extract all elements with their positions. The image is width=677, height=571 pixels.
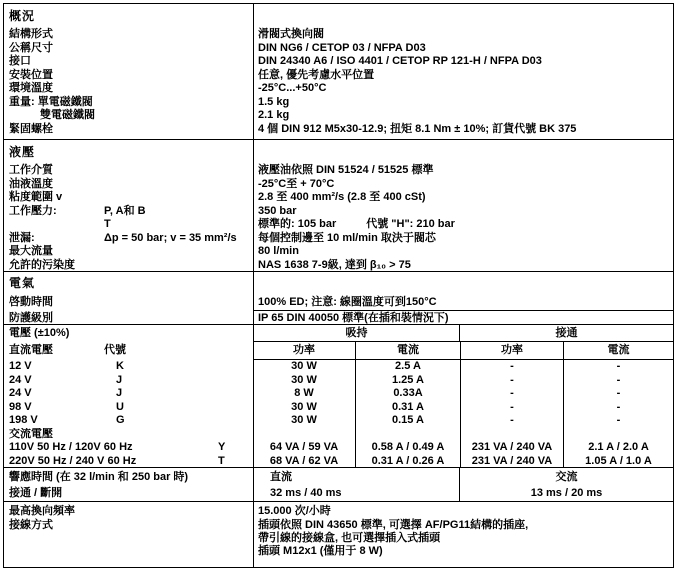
table-cell: 68 VA / 62 VA — [269, 454, 339, 467]
ac-voltage-label: 交流電壓 — [9, 427, 53, 440]
voltage-row — [4, 455, 673, 469]
spec-row — [4, 178, 673, 192]
col-header-power-switchon: 功率 — [460, 342, 563, 360]
response-time-section — [4, 468, 673, 502]
section-title-overview: 概況 — [9, 9, 36, 23]
table-cell: - — [563, 374, 673, 388]
spec-value-text: IP 65 DIN 40050 標準(在插和裝情況下) — [258, 312, 449, 324]
dc-voltage-header-label: 直流電壓 — [9, 344, 53, 356]
voltage-row — [4, 414, 673, 428]
response-time-ac-header: 交流 — [555, 471, 578, 483]
spec-sublabel: P, A和 B — [104, 204, 146, 217]
table-cell: 30 W — [291, 414, 317, 426]
table-cell — [563, 428, 673, 442]
table-cell: - — [460, 374, 563, 388]
spec-row — [4, 69, 673, 83]
voltage-value-label — [4, 441, 253, 455]
spec-value — [253, 519, 673, 559]
spec-value-text: DIN 24340 A6 / ISO 4401 / CETOP RP 121-H / NFPA D03 — [258, 55, 542, 67]
response-time-ac-value: 13 ms / 20 ms — [530, 487, 603, 499]
voltage-row — [4, 374, 673, 388]
spec-label-text: 允許的污染度 — [9, 258, 75, 271]
spec-label-text: 接口 — [9, 55, 31, 67]
spec-value — [253, 164, 673, 178]
spec-label-text: 結構形式 — [9, 28, 53, 40]
spec-value — [253, 205, 673, 219]
spec-label — [4, 109, 253, 123]
spec-row — [4, 259, 673, 273]
spec-label — [4, 218, 253, 232]
section-hydraulic — [4, 140, 673, 272]
spec-value-text: NAS 1638 7-9級, 達到 β₁₀ > 75 — [258, 258, 411, 271]
spec-label — [4, 205, 253, 219]
spec-row — [4, 295, 673, 311]
voltage-value-label — [4, 387, 253, 401]
table-cell: 30 W — [291, 373, 317, 386]
valve-datasheet-table — [3, 3, 674, 568]
spec-value — [253, 123, 673, 137]
connection-row — [4, 505, 673, 519]
hydraulic-rows — [4, 164, 673, 272]
voltage-header-row — [4, 325, 673, 342]
table-cell — [253, 428, 355, 442]
spec-value-text: 2.1 kg — [258, 109, 290, 121]
spec-value — [253, 96, 673, 110]
spec-label-text: 工作壓力: — [9, 204, 57, 217]
spec-label — [4, 178, 253, 192]
spec-value — [253, 109, 673, 123]
voltage-code: Y — [218, 441, 226, 453]
spec-label — [4, 96, 253, 110]
section-title-electrical: 電氣 — [9, 276, 36, 290]
spec-value — [253, 232, 673, 246]
table-cell: - — [460, 414, 563, 428]
spec-label-text: 接線方式 — [9, 518, 53, 531]
spec-label-text: 雙電磁鐵閥 — [40, 109, 95, 121]
voltage-text: 110V 50 Hz / 120V 60 Hz — [9, 441, 133, 453]
table-cell: 8 W — [294, 387, 314, 399]
spec-label-text: 重量: 單電磁鐵閥 — [9, 95, 93, 108]
spec-label-text: 公稱尺寸 — [9, 41, 53, 54]
spec-value — [253, 82, 673, 96]
voltage-value-label — [4, 455, 253, 469]
ac-voltage-rows — [4, 441, 673, 468]
spec-row — [4, 109, 673, 123]
spec-value — [253, 245, 673, 259]
spec-label-text: 防護級別 — [9, 312, 53, 324]
spec-sublabel: T — [104, 218, 111, 230]
section-electrical — [4, 272, 673, 325]
spec-label-text: 緊固螺栓 — [9, 122, 53, 135]
spec-row — [4, 245, 673, 259]
table-cell: 0.58 A / 0.49 A — [355, 441, 460, 455]
voltage-row — [4, 387, 673, 401]
spec-value — [253, 178, 673, 192]
table-cell: 2.1 A / 2.0 A — [563, 441, 673, 455]
spec-label-text: 最高換向頻率 — [9, 505, 75, 517]
spec-label — [4, 519, 253, 559]
section-title-hydraulic: 液壓 — [9, 145, 36, 159]
table-cell: 231 VA / 240 VA — [460, 441, 563, 455]
spec-label — [4, 82, 253, 96]
voltage-code: J — [116, 387, 123, 399]
spec-row — [4, 96, 673, 110]
spec-label-text: 環境溫度 — [9, 82, 53, 94]
voltage-row — [4, 360, 673, 374]
table-cell — [355, 428, 460, 442]
response-time-label — [4, 468, 253, 501]
voltage-value-label — [4, 414, 253, 428]
spec-label — [4, 42, 253, 56]
spec-label-text: 啓動時間 — [9, 296, 53, 308]
spec-value-text: 2.8 至 400 mm²/s (2.8 至 400 cSt) — [258, 191, 426, 203]
spec-value — [253, 28, 673, 42]
response-time-dc-value: 32 ms / 40 ms — [270, 487, 342, 499]
spec-value-text: 1.5 kg — [258, 95, 290, 108]
voltage-code: G — [116, 414, 125, 426]
table-cell: 0.33A — [355, 387, 460, 401]
spec-value-line: 插頭依照 DIN 43650 標準, 可選擇 AF/PG11結構的插座, — [258, 518, 529, 531]
table-cell: 1.25 A — [355, 374, 460, 388]
ac-voltage-label-row — [4, 428, 673, 442]
connection-section — [4, 502, 673, 567]
spec-row — [4, 191, 673, 205]
col-header-power-holding: 功率 — [253, 342, 355, 360]
spec-value — [253, 42, 673, 56]
table-cell: - — [460, 360, 563, 374]
group-header-switch-on: 接通 — [459, 325, 673, 342]
spec-label-text: 泄漏: — [9, 231, 35, 244]
voltage-text: 24 V — [9, 387, 32, 399]
spec-label — [4, 69, 253, 83]
spec-value-text: 任意, 優先考慮水平位置 — [258, 68, 375, 81]
spec-value-text: -25°C...+50°C — [258, 82, 327, 94]
table-cell: 0.31 A — [355, 401, 460, 415]
spec-label — [4, 164, 253, 178]
response-time-dc-cell — [253, 468, 459, 501]
spec-row — [4, 82, 673, 96]
spec-label — [4, 505, 253, 519]
spec-row — [4, 218, 673, 232]
spec-label — [4, 191, 253, 205]
section-overview — [4, 4, 673, 140]
spec-value — [253, 259, 673, 273]
spec-value-text: 代號 "H": 210 bar — [366, 218, 455, 230]
col-header-current-switchon: 電流 — [563, 342, 673, 360]
connection-row — [4, 519, 673, 559]
spec-label — [4, 295, 253, 311]
spec-label — [4, 259, 253, 273]
spec-row — [4, 232, 673, 246]
overview-rows — [4, 28, 673, 136]
spec-value — [253, 191, 673, 205]
voltage-text: 12 V — [9, 360, 32, 372]
spec-value — [253, 295, 673, 311]
spec-row — [4, 164, 673, 178]
table-cell: 30 W — [291, 400, 317, 413]
table-cell: 231 VA / 240 VA — [460, 455, 563, 469]
spec-value-text: 350 bar — [258, 204, 297, 217]
code-header-label: 代號 — [104, 344, 126, 356]
spec-value-text: 滑閥式換向閥 — [258, 28, 324, 40]
voltage-value-label — [4, 360, 253, 374]
table-cell: 1.05 A / 1.0 A — [563, 455, 673, 469]
table-cell: 0.31 A / 0.26 A — [355, 455, 460, 469]
response-time-label-line1: 響應時間 (在 32 l/min 和 250 bar 時) — [9, 471, 189, 483]
col-header-current-holding: 電流 — [355, 342, 460, 360]
spec-value-text: 4 個 DIN 912 M5x30-12.9; 扭矩 8.1 Nm ± 10%; 訂貨代號 BK 375 — [258, 122, 577, 135]
spec-value-text: 標準的: 105 bar — [258, 218, 337, 230]
table-cell: 64 VA / 59 VA — [269, 441, 339, 453]
voltage-row-label: 電壓 (±10%) — [9, 327, 70, 339]
spec-label — [4, 232, 253, 246]
table-cell: 0.15 A — [355, 414, 460, 428]
voltage-code: U — [116, 400, 124, 413]
table-cell: - — [563, 401, 673, 415]
table-cell: - — [563, 387, 673, 401]
spec-label — [4, 55, 253, 69]
response-time-dc-header: 直流 — [270, 471, 292, 483]
spec-value-line: 帶引線的接線盒, 也可選擇插入式插頭 — [258, 531, 441, 544]
table-cell: - — [460, 401, 563, 415]
spec-label — [4, 245, 253, 259]
spec-value — [253, 69, 673, 83]
voltage-value-label — [4, 401, 253, 415]
spec-value-text: -25°C至 + 70°C — [258, 177, 335, 190]
table-cell: 30 W — [291, 360, 317, 372]
table-cell: - — [563, 414, 673, 428]
spec-label-text: 粘度範圍 v — [9, 191, 63, 203]
table-cell: - — [563, 360, 673, 374]
spec-value — [253, 218, 673, 232]
spec-value — [253, 55, 673, 69]
spec-value-text: 100% ED; 注意: 線圈溫度可到150°C — [258, 296, 437, 308]
voltage-text: 24 V — [9, 373, 32, 386]
spec-label-text: 安裝位置 — [9, 68, 53, 81]
connection-rows — [4, 505, 673, 559]
spec-value-line: 插頭 M12x1 (僅用于 8 W) — [258, 545, 383, 558]
voltage-table — [4, 325, 673, 468]
spec-row — [4, 205, 673, 219]
table-cell: 2.5 A — [355, 360, 460, 374]
spec-label-text: 油液溫度 — [9, 177, 53, 190]
voltage-row — [4, 441, 673, 455]
spec-row — [4, 123, 673, 137]
spec-label-text: 工作介質 — [9, 164, 53, 176]
main-column-divider — [253, 4, 254, 567]
response-time-label-line2: 接通 / 斷開 — [9, 487, 63, 499]
spec-value — [253, 505, 673, 519]
spec-value-text: 液壓油依照 DIN 51524 / 51525 標準 — [258, 164, 434, 176]
spec-value-text: DIN NG6 / CETOP 03 / NFPA D03 — [258, 41, 426, 54]
dc-voltage-rows — [4, 360, 673, 428]
voltage-code: J — [116, 373, 123, 386]
spec-value-text: 80 l/min — [258, 245, 299, 257]
table-cell — [460, 428, 563, 442]
voltage-code: K — [116, 360, 124, 372]
voltage-code: T — [218, 454, 225, 467]
voltage-text: 198 V — [9, 414, 38, 426]
dc-voltage-header — [4, 342, 253, 360]
voltage-row — [4, 401, 673, 415]
spec-label-text: 最大流量 — [9, 245, 53, 257]
electrical-rows — [4, 295, 673, 327]
spec-row — [4, 55, 673, 69]
spec-value-line: 15.000 次/小時 — [258, 505, 331, 517]
spec-row — [4, 42, 673, 56]
voltage-subheader-row — [4, 342, 673, 360]
voltage-text: 98 V — [9, 400, 32, 413]
spec-value-text: 每個控制邊至 10 ml/min 取決于閥芯 — [258, 231, 436, 244]
voltage-text: 220V 50 Hz / 240 V 60 Hz — [9, 454, 137, 467]
spec-label — [4, 28, 253, 42]
group-header-holding: 吸持 — [253, 325, 459, 342]
response-time-ac-cell — [459, 468, 673, 501]
spec-label — [4, 123, 253, 137]
table-cell: - — [460, 387, 563, 401]
spec-sublabel: Δp = 50 bar; v = 35 mm²/s — [104, 231, 237, 244]
voltage-value-label — [4, 374, 253, 388]
spec-row — [4, 28, 673, 42]
